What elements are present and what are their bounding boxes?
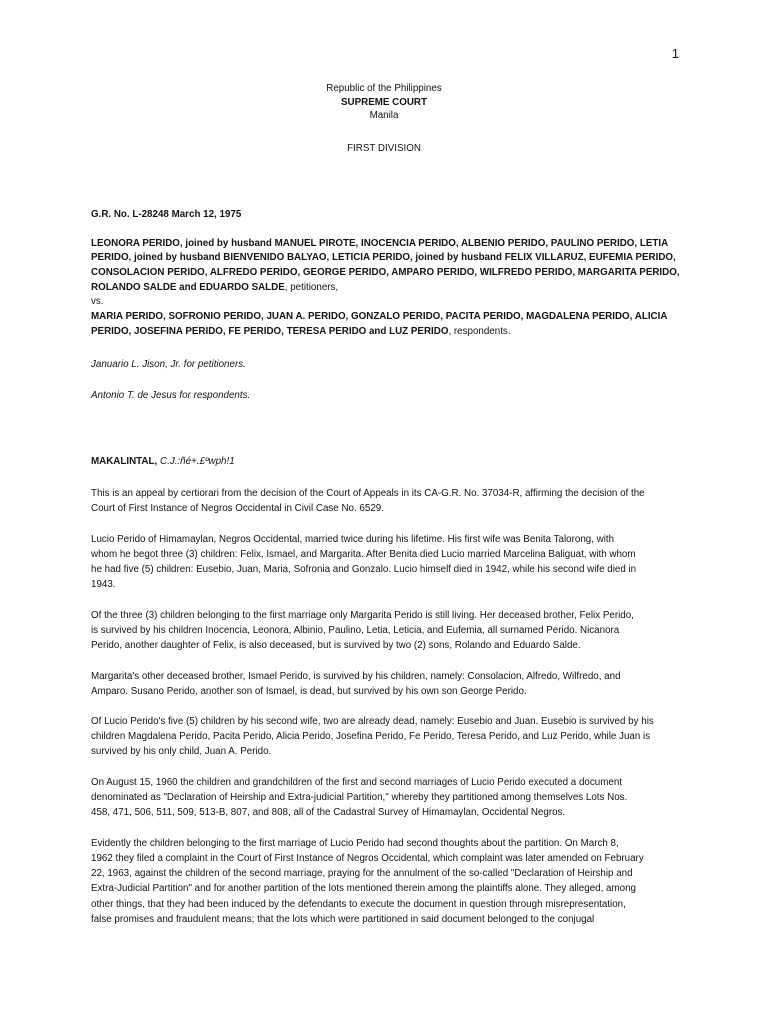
body-paragraph xyxy=(91,608,634,654)
case-number: G.R. No. L-28248 March 12, 1975 xyxy=(91,208,242,220)
body-paragraph xyxy=(91,486,645,517)
petitioners-line xyxy=(91,281,680,296)
respondents-line: MARIA PERIDO, SOFRONIO PERIDO, JUAN A. PERIDO, GONZALO PERIDO, PACITA PERIDO, MAGDALENA PERIDO, ALICIA xyxy=(91,311,668,323)
paragraph-line: Court of First Instance of Negros Occidental in Civil Case No. 6529. xyxy=(91,502,384,514)
counsel-petitioners: Januario L. Jison, Jr. for petitioners. xyxy=(91,358,246,370)
body-paragraph xyxy=(91,714,654,760)
paragraph-line: other things, that they had been induced by the defendants to execute the document in question through misrepresentation, xyxy=(91,898,626,910)
respondents-label: , respondents. xyxy=(448,325,511,337)
ponente xyxy=(91,454,235,469)
division-label: FIRST DIVISION xyxy=(347,142,421,154)
versus-label: vs. xyxy=(91,296,104,308)
paragraph-line: denominated as "Declaration of Heirship and Extra-judicial Partition," whereby they partitioned among themselves Lots Nos. xyxy=(91,791,628,803)
respondents-line xyxy=(91,325,680,340)
body-paragraph xyxy=(91,775,627,821)
ponente-title: C.J.:ñé+.£ºwph!1 xyxy=(160,455,235,467)
page-number: 1 xyxy=(671,46,679,61)
petitioners-label: , petitioners, xyxy=(284,281,339,293)
paragraph-line: children Magdalena Perido, Pacita Perido, Alicia Perido, Josefina Perido, Fe Perido, Teresa Perido, and Luz Perido, while Juan is xyxy=(91,730,651,742)
ponente-name: MAKALINTAL, xyxy=(91,455,158,467)
paragraph-line: Evidently the children belonging to the first marriage of Lucio Perido had second thoughts about the partition. On March 8, xyxy=(91,837,619,849)
court-header xyxy=(0,82,768,123)
case-parties xyxy=(91,237,680,340)
paragraph-line: 22, 1963, against the children of the second marriage, praying for the annulment of the so-called "Declaration of Heirship and xyxy=(91,868,633,880)
paragraph-line: false promises and fraudulent means; that the lots which were partitioned in said document belonged to the conjugal xyxy=(91,913,595,925)
paragraph-line: he had five (5) children: Eusebio, Juan, Maria, Sofronia and Gonzalo. Lucio himself died in 1942, while his second wife died in xyxy=(91,564,637,576)
paragraph-line: Lucio Perido of Himamaylan, Negros Occidental, married twice during his lifetime. His first wife was Benita Talorong, with xyxy=(91,533,615,545)
paragraph-line: Extra-Judicial Partition" and for another partition of the lots mentioned therein among the plaintiffs alone. They alleged, among xyxy=(91,883,636,895)
paragraph-line: On August 15, 1960 the children and grandchildren of the first and second marriages of Lucio Perido executed a document xyxy=(91,776,623,788)
court-city: Manila xyxy=(369,110,399,122)
paragraph-line: This is an appeal by certiorari from the decision of the Court of Appeals in its CA-G.R. No. 37034-R, affirming the decision of the xyxy=(91,487,645,499)
paragraph-line: whom he begot three (3) children: Felix, Ismael, and Margarita. After Benita died Lucio married Marcelina Baliguat, with whom xyxy=(91,548,636,560)
respondents-names: PERIDO, JOSEFINA PERIDO, FE PERIDO, TERESA PERIDO and LUZ PERIDO xyxy=(91,325,449,337)
body-paragraph xyxy=(91,669,621,700)
paragraph-line: Of Lucio Perido's five (5) children by his second wife, two are already dead, namely: Eusebio and Juan. Eusebio is survived by his xyxy=(91,715,654,727)
counsel-respondents: Antonio T. de Jesus for respondents. xyxy=(91,389,251,401)
body-paragraph xyxy=(91,532,636,593)
court-name: SUPREME COURT xyxy=(340,96,427,108)
paragraph-line: 458, 471, 506, 511, 509, 513-B, 807, and 808, all of the Cadastral Survey of Himamaylan, Occidental Negros. xyxy=(91,807,566,819)
petitioners-names: ROLANDO SALDE and EDUARDO SALDE xyxy=(91,281,285,293)
petitioners-line: CONSOLACION PERIDO, ALFREDO PERIDO, GEORGE PERIDO, AMPARO PERIDO, WILFREDO PERIDO, MARGARITA PERIDO, xyxy=(91,266,680,278)
paragraph-line: 1962 they filed a complaint in the Court of First Instance of Negros Occidental, which complaint was later amended on February xyxy=(91,852,644,864)
paragraph-line: is survived by his children Inocencia, Leonora, Albinio, Paulino, Letia, Leticia, and Eufemia, all surnamed Perido. Nicanora xyxy=(91,624,620,636)
body-paragraph xyxy=(91,836,644,928)
petitioners-line: PERIDO, joined by husband BIENVENIDO BALYAO, LETICIA PERIDO, joined by husband FELIX VILLARUZ, EUFEMIA PERIDO, xyxy=(91,252,676,264)
paragraph-line: Amparo. Susano Perido, another son of Ismael, is dead, but survived by his own son George Perido. xyxy=(91,685,527,697)
paragraph-line: Of the three (3) children belonging to the first marriage only Margarita Perido is still living. Her deceased brother, Felix Perido, xyxy=(91,609,634,621)
petitioners-line: LEONORA PERIDO, joined by husband MANUEL PIROTE, INOCENCIA PERIDO, ALBENIO PERIDO, PAULINO PERIDO, LETIA xyxy=(91,237,669,249)
paragraph-line: Perido, another daughter of Felix, is also deceased, but is survived by two (2) sons, Rolando and Eduardo Salde. xyxy=(91,640,581,652)
paragraph-line: Margarita's other deceased brother, Ismael Perido, is survived by his children, namely: Consolacion, Alfredo, Wilfredo, and xyxy=(91,670,621,682)
republic-line: Republic of the Philippines xyxy=(326,83,442,95)
paragraph-line: 1943. xyxy=(91,579,116,591)
paragraph-line: survived by his only child, Juan A. Perido. xyxy=(91,746,272,758)
